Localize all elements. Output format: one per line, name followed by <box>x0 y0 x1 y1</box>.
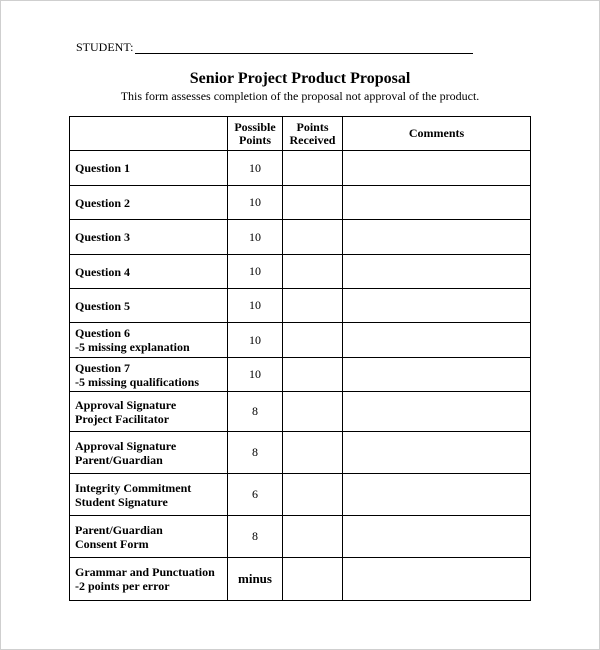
points-received-cell[interactable] <box>283 255 343 289</box>
table-row <box>70 220 531 255</box>
header-item <box>70 117 228 151</box>
row-label <box>70 432 228 474</box>
header-received-line1: Points <box>296 120 329 134</box>
possible-points-cell: minus <box>228 558 283 601</box>
header-row <box>70 117 531 151</box>
row-label <box>70 151 228 186</box>
row-label <box>70 289 228 323</box>
row-label-line1: Parent/Guardian <box>75 522 163 537</box>
table-row <box>70 323 531 358</box>
comments-cell[interactable] <box>343 558 531 601</box>
row-label <box>70 358 228 392</box>
possible-points-cell: 8 <box>228 432 283 474</box>
table-row <box>70 358 531 392</box>
row-label-line2: Project Facilitator <box>75 411 170 426</box>
comments-cell[interactable] <box>343 358 531 392</box>
points-received-cell[interactable] <box>283 516 343 558</box>
row-label-line2: -5 missing explanation <box>75 340 190 354</box>
comments-cell[interactable] <box>343 323 531 358</box>
row-label <box>70 392 228 432</box>
possible-points-cell: 10 <box>228 358 283 392</box>
header-points-received <box>283 117 343 151</box>
comments-cell[interactable] <box>343 392 531 432</box>
rubric-table <box>69 116 531 601</box>
table-row <box>70 289 531 323</box>
row-label <box>70 558 228 601</box>
comments-cell[interactable] <box>343 220 531 255</box>
row-label-line1: Grammar and Punctuation <box>75 565 215 579</box>
row-label-line1: Question 3 <box>75 230 131 244</box>
possible-points-cell: 8 <box>228 516 283 558</box>
table-row <box>70 151 531 186</box>
header-received-line2: Received <box>289 133 336 147</box>
table-row <box>70 432 531 474</box>
possible-points-cell: 10 <box>228 151 283 186</box>
row-label-line1: Question 5 <box>75 298 131 313</box>
row-label-line2: -2 points per error <box>75 579 170 593</box>
table-row <box>70 186 531 220</box>
comments-cell[interactable] <box>343 432 531 474</box>
table-row <box>70 474 531 516</box>
row-label-line2: Parent/Guardian <box>75 452 163 467</box>
comments-cell[interactable] <box>343 186 531 220</box>
row-label-line1: Question 2 <box>75 195 131 210</box>
table-row <box>70 392 531 432</box>
possible-points-cell: 8 <box>228 392 283 432</box>
possible-points-cell: 6 <box>228 474 283 516</box>
row-label-line1: Question 7 <box>75 360 131 375</box>
points-received-cell[interactable] <box>283 392 343 432</box>
row-label <box>70 474 228 516</box>
points-received-cell[interactable] <box>283 558 343 601</box>
table-row <box>70 255 531 289</box>
row-label-line1: Question 6 <box>75 326 131 340</box>
points-received-cell[interactable] <box>283 432 343 474</box>
header-comments <box>343 117 531 151</box>
comments-cell[interactable] <box>343 516 531 558</box>
row-label-line1: Approval Signature <box>75 397 177 412</box>
page-subtitle: This form assesses completion of the proposal not approval of the product. <box>120 89 480 103</box>
row-label <box>70 255 228 289</box>
table-row <box>70 516 531 558</box>
points-received-cell[interactable] <box>283 289 343 323</box>
comments-cell[interactable] <box>343 255 531 289</box>
row-label-line1: Question 1 <box>75 161 131 175</box>
comments-cell[interactable] <box>343 289 531 323</box>
possible-points-cell: 10 <box>228 220 283 255</box>
row-label-line2: Consent Form <box>75 536 149 551</box>
page-title: Senior Project Product Proposal <box>189 70 411 87</box>
row-label-line2: Student Signature <box>75 494 168 509</box>
student-name-field <box>76 40 473 54</box>
comments-cell[interactable] <box>343 151 531 186</box>
possible-points-cell: 10 <box>228 255 283 289</box>
row-label-line1: Approval Signature <box>75 438 177 453</box>
row-label <box>70 186 228 220</box>
row-label-line1: Integrity Commitment <box>75 480 192 495</box>
comments-cell[interactable] <box>343 474 531 516</box>
points-received-cell[interactable] <box>283 220 343 255</box>
header-comments-label: Comments <box>408 126 465 140</box>
row-label <box>70 323 228 358</box>
row-label-line2: -5 missing qualifications <box>75 374 200 389</box>
student-label: STUDENT: <box>76 40 134 54</box>
header-possible-points <box>228 117 283 151</box>
row-label-line1: Question 4 <box>75 264 131 279</box>
header-possible-line1: Possible <box>234 120 276 134</box>
possible-points-cell: 10 <box>228 323 283 358</box>
header-possible-line2: Points <box>238 133 271 147</box>
points-received-cell[interactable] <box>283 358 343 392</box>
table-row <box>70 558 531 601</box>
student-name-blank[interactable] <box>135 41 473 54</box>
points-received-cell[interactable] <box>283 323 343 358</box>
points-received-cell[interactable] <box>283 474 343 516</box>
points-received-cell[interactable] <box>283 186 343 220</box>
row-label <box>70 516 228 558</box>
possible-points-cell: 10 <box>228 186 283 220</box>
possible-points-cell: 10 <box>228 289 283 323</box>
row-label <box>70 220 228 255</box>
points-received-cell[interactable] <box>283 151 343 186</box>
